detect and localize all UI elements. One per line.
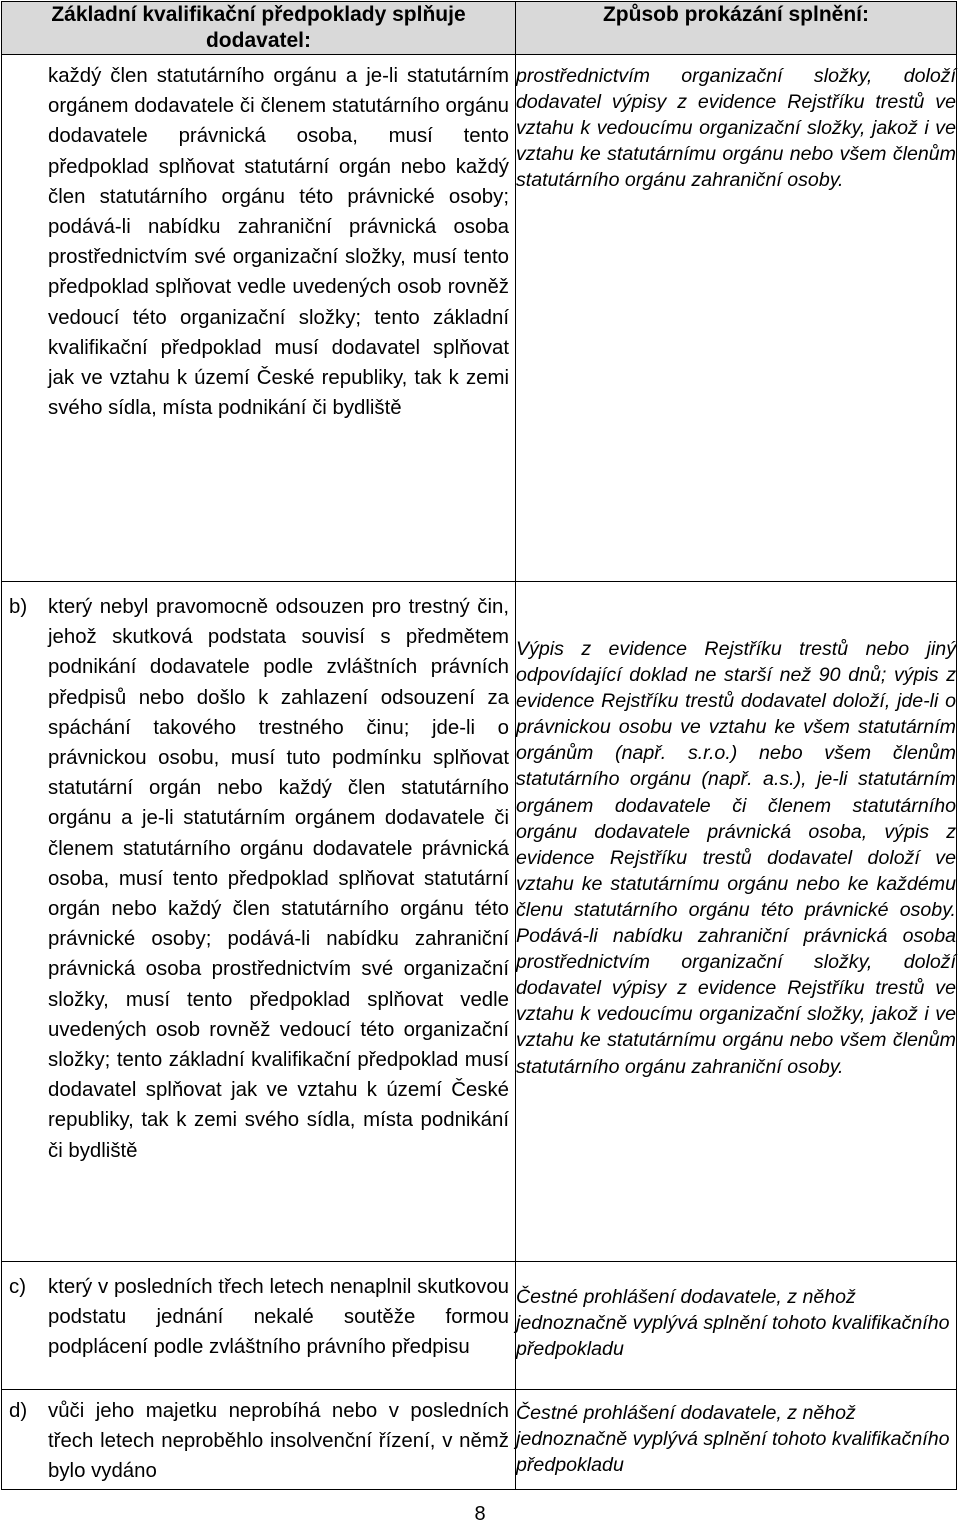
qualification-table (1, 1, 957, 1490)
header-proof: Způsob prokázání splnění: (516, 2, 957, 55)
proof-text: Čestné prohlášení dodavatele, z něhož jednoznačně vyplývá splnění tohoto kvalifikačního předpokladu (516, 1402, 950, 1477)
proof-cell (516, 582, 957, 1262)
requirement-cell (2, 582, 516, 1262)
proof-cell (516, 1262, 957, 1390)
proof-cell (516, 55, 957, 582)
proof-text: prostřednictvím organizační složky, doloží dodavatel výpisy z evidence Rejstříku trestů ve vztahu k vedoucímu organizační složky, jakož i ve vztahu ke statutárnímu orgánu nebo všem členům statutárního orgánu zahraniční osoby. (516, 65, 956, 192)
requirement-item (2, 1396, 515, 1487)
requirement-item (2, 1272, 515, 1363)
table-header-row (2, 2, 957, 55)
proof-text: Výpis z evidence Rejstříku trestů nebo jiný odpovídající doklad ne starší než 90 dnů; výpis z evidence Rejstříku trestů dodavatel doloží, jde-li o právnickou osobu ve vztahu ke všem statutárním orgánům (např. s.r.o.) nebo všem členům statutárního orgánu (např. a.s.), je-li statutárním orgánem dodavatele či členem statutárního orgánu dodavatele právnická osoba, výpis z evidence Rejstříku trestů dodavatel doloží ve vztahu ke statutárnímu orgánu nebo ke každému členu statutárního orgánu této právnické osoby. Podává-li nabídku zahraniční právnická osoba prostřednictvím organizační složky, doloží dodavatel výpisy z evidence Rejstříku trestů ve vztahu k vedoucímu organizační složky, jakož i ve vztahu ke statutárnímu orgánu nebo všem členům statutárního orgánu zahraniční osoby. (516, 638, 956, 1078)
header-requirement: Základní kvalifikační předpoklady splňuje dodavatel: (2, 2, 516, 55)
requirement-item (2, 61, 515, 423)
requirement-cell (2, 1390, 516, 1490)
table-row (2, 1262, 957, 1390)
requirement-cell (2, 55, 516, 582)
item-marker: d) (9, 1400, 28, 1422)
requirement-text: který nebyl pravomocně odsouzen pro trestný čin, jehož skutková podstata souvisí s předmětem podnikání dodavatele podle zvláštních právních předpisů nebo došlo k zahlazení odsouzení za spáchání takového trestného činu; jde-li o právnickou osobu, musí tuto podmínku splňovat statutární orgán nebo každý člen statutárního orgánu a je-li statutárním orgánem dodavatele či členem statutárního orgánu dodavatele právnická osoba, musí tento předpoklad splňovat statutární orgán nebo každý člen statutárního orgánu této právnické osoby; podává-li nabídku zahraniční právnická osoba prostřednictvím své organizační složky, musí tento předpoklad splňovat vedle uvedených osob rovněž vedoucí této organizační složky; tento základní kvalifikační předpoklad musí dodavatel splňovat jak ve vztahu k území České republiky, tak k zemi svého sídla, místa podnikání či bydliště (48, 596, 509, 1162)
requirement-text: vůči jeho majetku neprobíhá nebo v posledních třech letech neproběhlo insolvenční řízení, v němž bylo vydáno (48, 1400, 509, 1483)
table-row (2, 55, 957, 582)
proof-cell (516, 1390, 957, 1490)
requirement-cell (2, 1262, 516, 1390)
requirement-item (2, 592, 515, 1166)
requirement-text: každý člen statutárního orgánu a je-li statutárním orgánem dodavatele či členem statutárního orgánu dodavatele právnická osoba, musí tento předpoklad splňovat statutární orgán nebo každý člen statutárního orgánu této právnické osoby; podává-li nabídku zahraniční právnická osoba prostřednictvím své organizační složky, musí tento předpoklad splňovat vedle uvedených osob rovněž vedoucí této organizační složky; tento základní kvalifikační předpoklad musí dodavatel splňovat jak ve vztahu k území České republiky, tak k zemi svého sídla, místa podnikání či bydliště (48, 65, 509, 420)
page-number: 8 (474, 1503, 486, 1525)
table-row (2, 582, 957, 1262)
requirement-text: který v posledních třech letech nenaplnil skutkovou podstatu jednání nekalé soutěže formou podplácení podle zvláštního právního předpisu (48, 1276, 509, 1359)
proof-text: Čestné prohlášení dodavatele, z něhož jednoznačně vyplývá splnění tohoto kvalifikačního předpokladu (516, 1286, 950, 1361)
table-row (2, 1390, 957, 1490)
item-marker: b) (9, 596, 28, 618)
item-marker: c) (9, 1276, 26, 1298)
